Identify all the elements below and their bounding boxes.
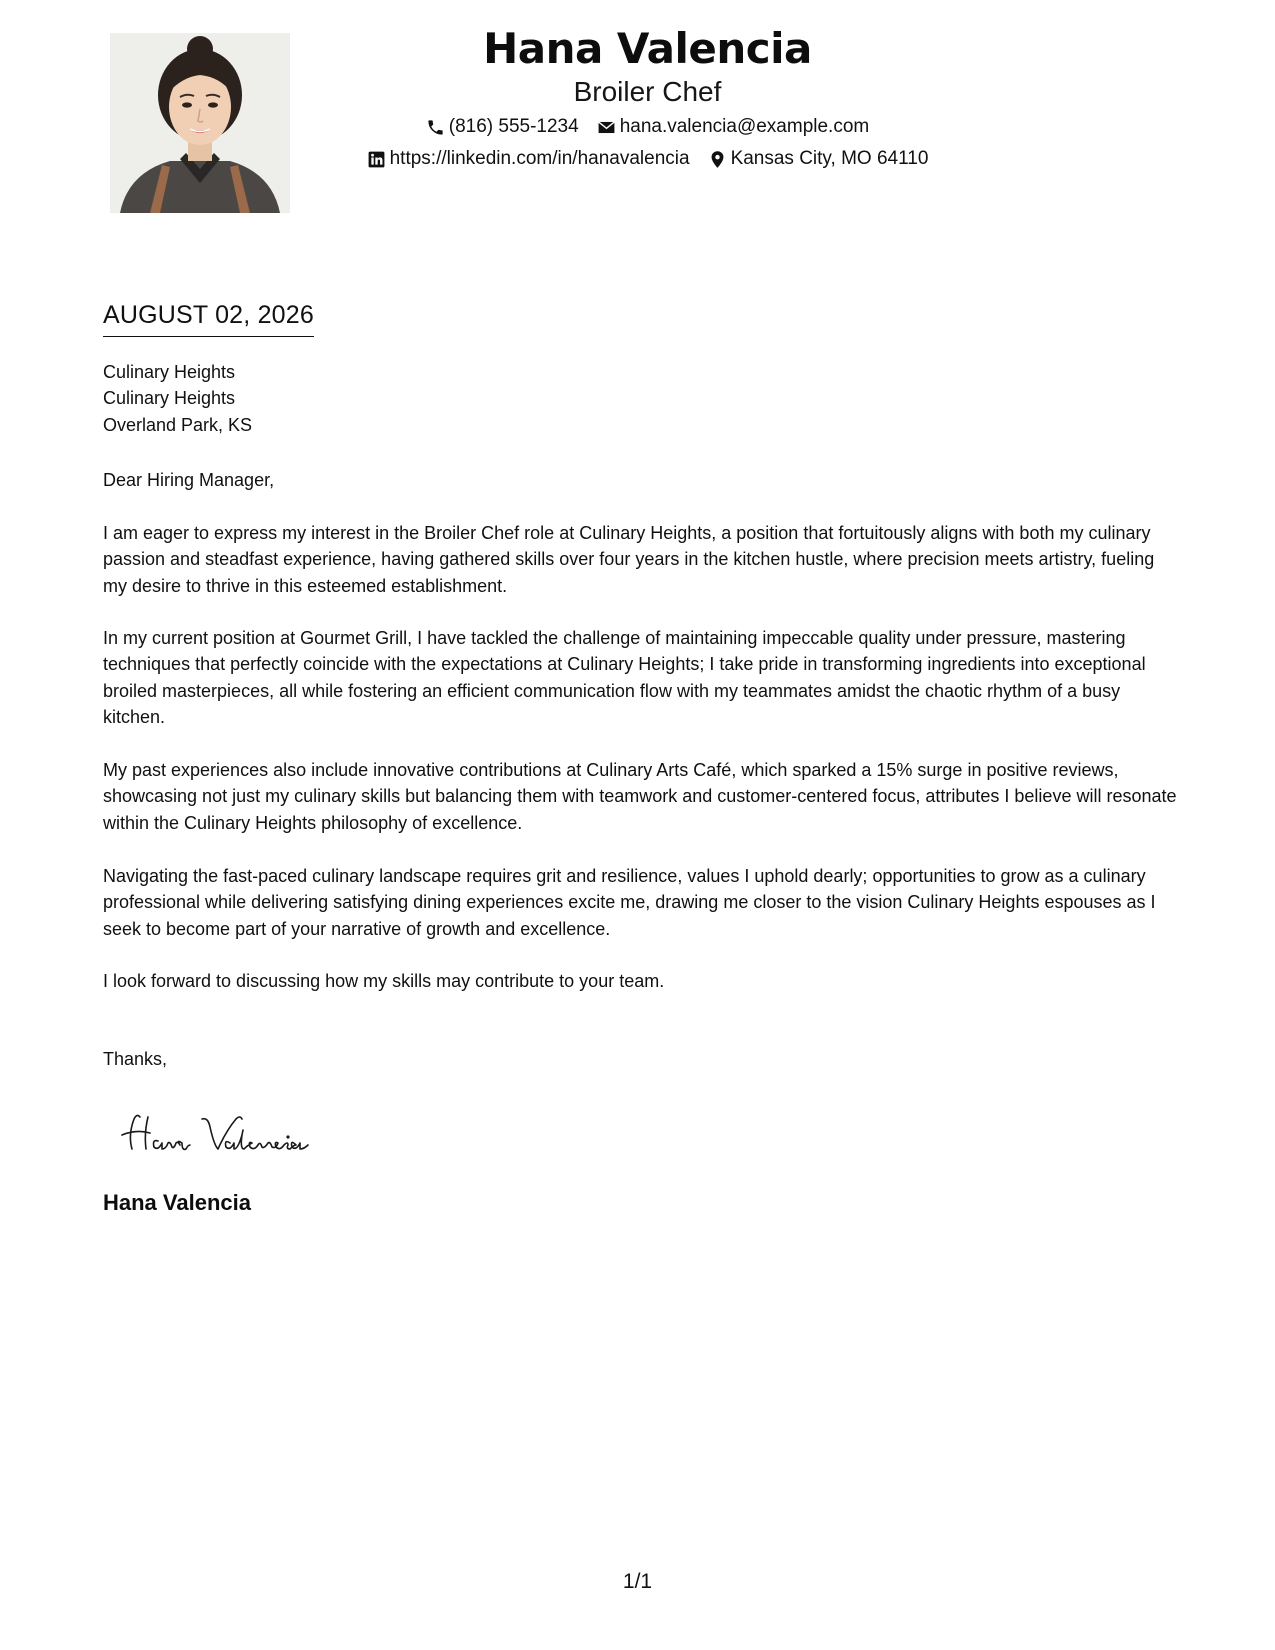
paragraph-text: My past experiences also include innovative contributions at Culinary Arts Café, which sparked a 15% surge in positive reviews, showcasing not just my culinary skills but balancing them with teamwork and customer-centered focus, attributes I believe will resonate within the Culinary Heights philosophy of excellence.: [103, 760, 1177, 833]
closing: Thanks,: [103, 1049, 168, 1069]
letter-date: AUGUST 02, 2026: [103, 300, 314, 337]
phone-text: (816) 555-1234: [448, 116, 579, 137]
greeting: Dear Hiring Manager,: [103, 470, 275, 490]
location-text: Kansas City, MO 64110: [730, 148, 929, 169]
body-paragraph: [103, 625, 1183, 730]
contact-phone: [426, 116, 579, 138]
linkedin-link[interactable]: https://linkedin.com/in/hanavalencia: [389, 148, 690, 169]
linkedin-icon: [367, 150, 386, 169]
paragraph-text: Navigating the fast-paced culinary landscape requires grit and resilience, values I uphold dearly; opportunities to grow as a culinary professional while delivering satisfying dining experiences excite me, drawing me closer to the vision Culinary Heights espouses as I seek to become part of your narrative of growth and excellence.: [103, 866, 1156, 939]
signer-name: Hana Valencia: [103, 1190, 251, 1215]
envelope-icon: [597, 118, 616, 137]
applicant-name: Hana Valencia: [483, 24, 812, 73]
letter-date-block: [103, 300, 314, 337]
applicant-title: Broiler Chef: [573, 76, 722, 107]
map-pin-icon: [708, 150, 727, 169]
handwritten-signature: [118, 1105, 348, 1165]
body-paragraph: [103, 520, 1183, 599]
contact-location: [708, 148, 929, 170]
recipient-line: Overland Park, KS: [103, 414, 253, 435]
body-paragraph: [103, 863, 1183, 942]
paragraph-text: I am eager to express my interest in the Broiler Chef role at Culinary Heights, a position that fortuitously aligns with both my culinary passion and steadfast experience, having gathered skills over four years in the kitchen hustle, where precision meets artistry, fueling my desire to thrive in this esteemed establishment.: [103, 523, 1155, 596]
paragraph-text: In my current position at Gourmet Grill, I have tackled the challenge of maintaining impeccable quality under pressure, mastering techniques that perfectly coincide with the expectations at Culinary Heights; I take pride in transforming ingredients into exceptional broiled masterpieces, all while fostering an efficient communication flow with my teammates amidst the chaotic rhythm of a busy kitchen.: [103, 628, 1146, 727]
phone-icon: [426, 118, 445, 137]
contact-email[interactable]: [597, 116, 870, 138]
letter-header: [290, 22, 1005, 170]
recipient-address: [103, 359, 1183, 438]
paragraph-text: I look forward to discussing how my skills may contribute to your team.: [103, 971, 665, 991]
body-paragraph: [103, 757, 1183, 836]
contact-line-1: [290, 116, 1005, 138]
profile-photo: [110, 33, 290, 213]
contact-line-2: [290, 148, 1005, 170]
page-number: 1/1: [622, 1570, 653, 1593]
recipient-line: Culinary Heights: [103, 362, 236, 382]
email-link[interactable]: hana.valencia@example.com: [619, 116, 870, 137]
body-paragraph: [103, 968, 1183, 994]
contact-linkedin[interactable]: [367, 148, 690, 170]
recipient-line: Culinary Heights: [103, 388, 236, 409]
